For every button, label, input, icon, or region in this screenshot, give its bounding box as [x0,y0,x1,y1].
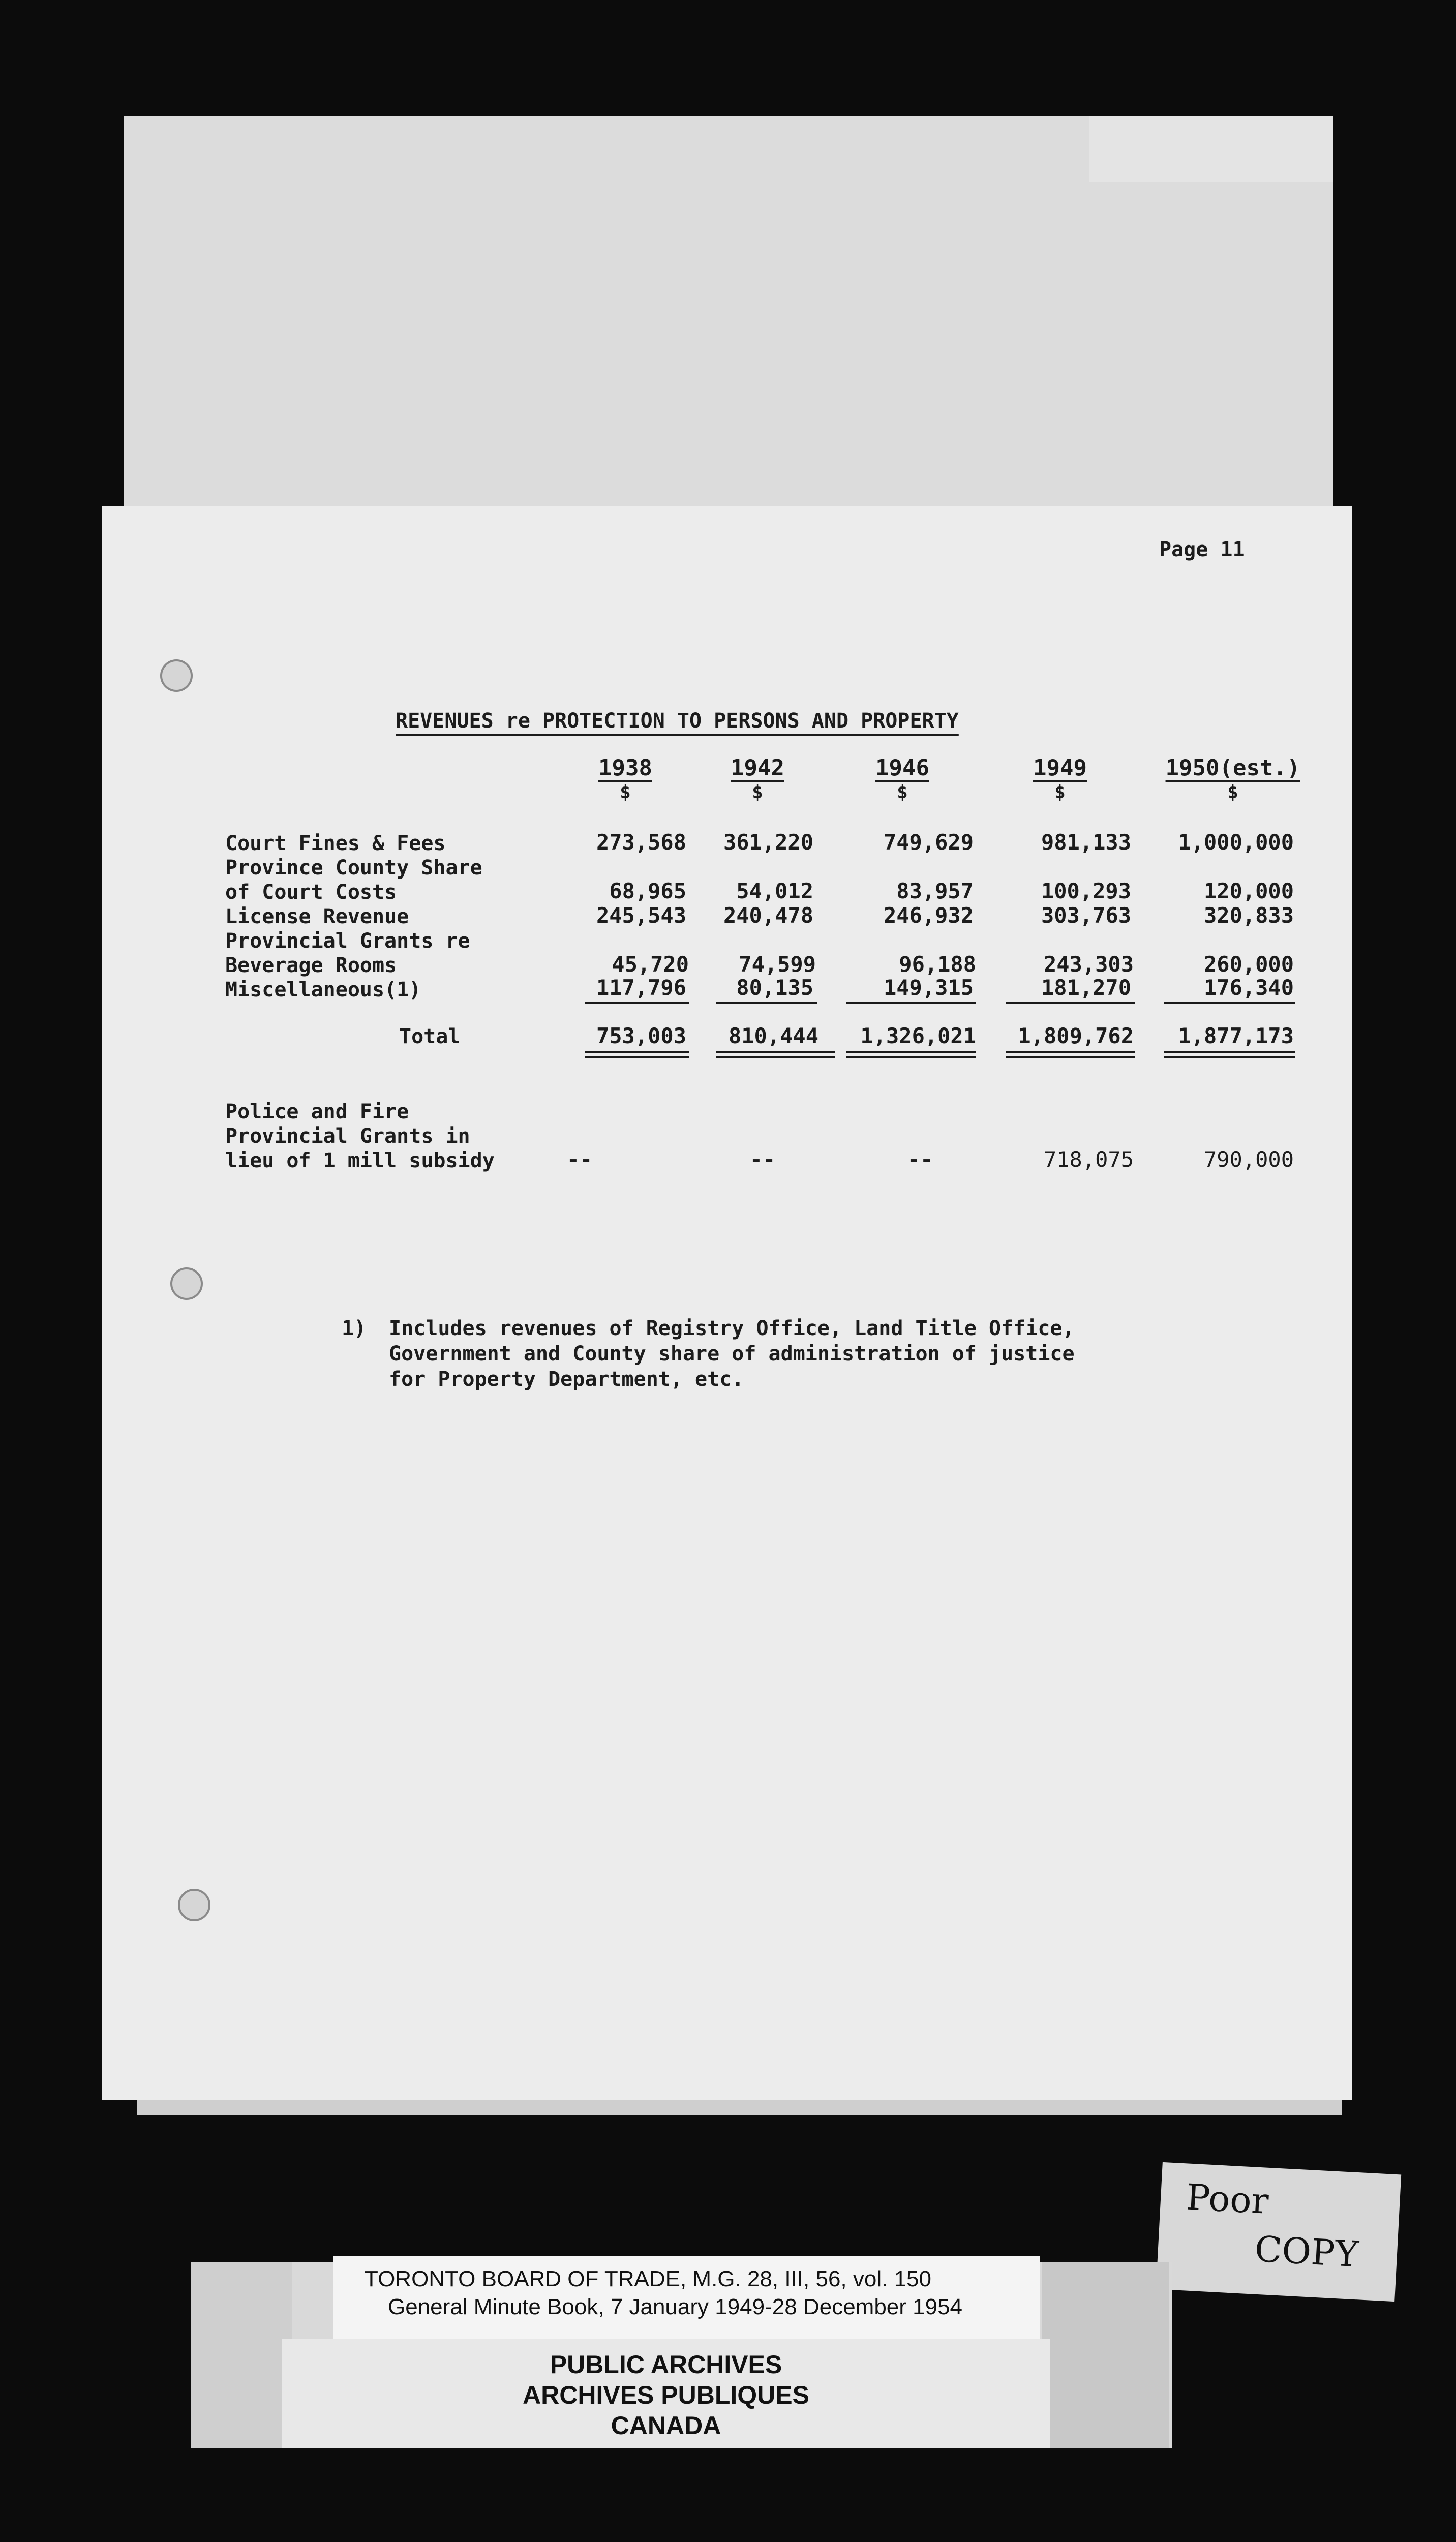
total-rule [846,1056,976,1058]
year-label: 1938 [598,755,652,781]
cell-value: 181,270 [1041,975,1131,1000]
cell-value: 749,629 [883,830,974,855]
cell-value: 260,000 [1203,952,1294,977]
sheet-corner [1089,116,1333,182]
total-rule [716,1056,835,1058]
year-header-1942 [696,755,818,803]
handwritten-poor: Poor [1185,2176,1270,2222]
cell-value: 80,135 [736,975,813,1000]
document-page [102,506,1352,2100]
row-label: License Revenue [225,905,409,928]
cell-value: 74,599 [739,952,816,977]
currency-symbol: $ [1054,782,1066,803]
cell-value: 68,965 [609,879,686,903]
cell-value: 100,293 [1041,879,1131,903]
police-value: -- [566,1147,593,1172]
year-header-1946 [841,755,963,803]
total-rule [1164,1051,1295,1053]
poor-copy-card [1156,2162,1401,2302]
total-rule [1006,1056,1135,1058]
cell-value: 981,133 [1041,830,1131,855]
cell-value: 320,833 [1203,903,1294,928]
punch-hole-bottom [178,1889,210,1921]
page-number: Page 11 [1159,538,1245,561]
footnote-line: for Property Department, etc. [389,1368,744,1391]
archive-slip-tab [191,2262,292,2448]
total-value: 1,877,173 [1178,1023,1294,1048]
cell-value: 149,315 [883,975,974,1000]
currency-symbol: $ [752,782,763,803]
police-label: lieu of 1 mill subsidy [225,1149,495,1172]
archive-slip-tab [1042,2262,1169,2448]
year-label: 1949 [1033,755,1087,781]
cell-value: 240,478 [723,903,813,928]
police-value: -- [749,1147,776,1172]
cell-value: 1,000,000 [1178,830,1294,855]
total-value: 1,326,021 [860,1023,976,1048]
sum-rule [716,1002,817,1004]
punch-hole-middle [170,1267,203,1300]
police-value: -- [907,1147,933,1172]
cell-value: 176,340 [1203,975,1294,1000]
total-rule [585,1051,689,1053]
cell-value: 120,000 [1203,879,1294,903]
archive-ref-line: General Minute Book, 7 January 1949-28 December 1954 [388,2294,963,2319]
currency-symbol: $ [897,782,908,803]
row-label: Beverage Rooms [225,954,397,977]
cell-value: 117,796 [596,975,686,1000]
cell-value: 303,763 [1041,903,1131,928]
row-label: Province County Share [225,856,482,880]
police-value: 790,000 [1203,1147,1294,1172]
footnote-line: Government and County share of administration of justice [389,1342,1075,1366]
cell-value: 45,720 [612,952,689,977]
cell-value: 54,012 [736,879,813,903]
row-label: Provincial Grants re [225,929,470,953]
archive-ref-line: TORONTO BOARD OF TRADE, M.G. 28, III, 56, vol. 150 [365,2266,931,2291]
total-value: 1,809,762 [1018,1023,1134,1048]
currency-symbol: $ [1227,782,1238,803]
cell-value: 361,220 [723,830,813,855]
sum-rule [585,1002,689,1004]
archive-country: CANADA [611,2411,721,2440]
cell-value: 83,957 [896,879,974,903]
archive-name-fr: ARCHIVES PUBLIQUES [523,2381,809,2409]
footnote-marker: 1) [342,1317,367,1340]
currency-symbol: $ [620,782,631,803]
row-label: Court Fines & Fees [225,832,446,855]
year-label: 1950(est.) [1165,755,1300,781]
cell-value: 243,303 [1043,952,1134,977]
year-header-1949 [999,755,1121,803]
total-rule [1006,1051,1135,1053]
archive-name-en: PUBLIC ARCHIVES [550,2350,782,2379]
total-label: Total [399,1025,461,1048]
year-header-1950-est [1146,755,1319,803]
year-label: 1942 [731,755,784,781]
punch-hole-top [160,659,193,692]
table-title: REVENUES re PROTECTION TO PERSONS AND PROPERTY [396,709,959,733]
police-label: Police and Fire [225,1100,409,1124]
total-rule [1164,1056,1295,1058]
footnote-line: Includes revenues of Registry Office, Land Title Office, [389,1317,1075,1340]
police-value: 718,075 [1043,1147,1134,1172]
cell-value: 273,568 [596,830,686,855]
cell-value: 246,932 [883,903,974,928]
police-label: Provincial Grants in [225,1125,470,1148]
archive-stamp-label [282,2339,1050,2448]
cell-value: 96,188 [899,952,976,977]
archive-reference-label [333,2256,1040,2343]
sum-rule [846,1002,976,1004]
total-rule [846,1051,976,1053]
year-header-1938 [564,755,686,803]
total-rule [716,1051,835,1053]
total-rule [585,1056,689,1058]
sum-rule [1006,1002,1135,1004]
sum-rule [1164,1002,1295,1004]
cell-value: 245,543 [596,903,686,928]
row-label: of Court Costs [225,881,397,904]
total-value: 810,444 [728,1023,818,1048]
handwritten-copy: COPY [1254,2228,1360,2276]
row-label: Miscellaneous(1) [225,978,421,1002]
total-value: 753,003 [596,1023,686,1048]
year-label: 1946 [875,755,929,781]
